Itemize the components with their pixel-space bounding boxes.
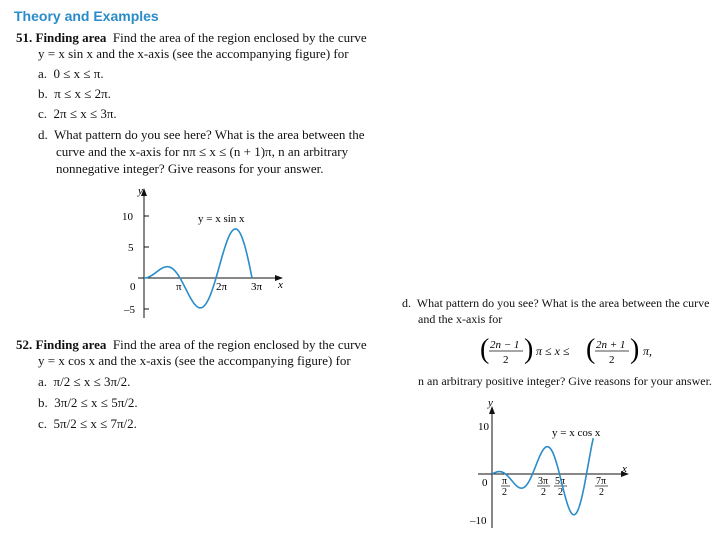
part-text: 0 ≤ x ≤ π. — [53, 66, 104, 81]
tick-label-2pi: 2π — [216, 281, 228, 293]
tick-label-pi-over-2 — [501, 476, 510, 498]
svg-text:2: 2 — [541, 487, 546, 498]
part-b — [38, 395, 138, 411]
paren-open: ( — [480, 334, 490, 365]
tick-label-neg5: –5 — [124, 304, 135, 316]
svg-text:π: π — [502, 476, 508, 487]
part-label: a. — [38, 374, 48, 389]
part-text: π/2 ≤ x ≤ 3π/2. — [53, 374, 131, 389]
part-d-line2: and the x-axis for — [418, 312, 503, 326]
problem-title: Finding area — [35, 337, 107, 352]
part-label: b. — [38, 86, 48, 101]
part-text: 2π ≤ x ≤ 3π. — [53, 106, 117, 121]
problem-title: Finding area — [35, 30, 107, 45]
tick-label-5: 5 — [128, 242, 134, 254]
svg-text:7π: 7π — [596, 476, 607, 487]
problem-text: Find the area of the region enclosed by the curve — [112, 30, 367, 45]
problem-text-line2: y = x sin x and the x-axis (see the accompanying figure) for — [38, 46, 349, 61]
part-text: What pattern do you see? What is the area between the curve — [416, 296, 710, 310]
part-a — [38, 374, 130, 390]
figure-51 — [110, 182, 290, 322]
part-d-line2: curve and the x-axis for nπ ≤ x ≤ (n + 1)π, n an arbitrary — [56, 144, 349, 159]
figure-52 — [462, 396, 642, 536]
tick-label-10: 10 — [478, 421, 489, 433]
part-text: What pattern do you see here? What is the area between the — [54, 127, 365, 142]
part-text: π ≤ x ≤ 2π. — [54, 86, 111, 101]
part-label: a. — [38, 66, 48, 81]
problem-number: 51. — [16, 30, 33, 45]
part-c — [38, 106, 117, 122]
tick-label-neg10: –10 — [470, 515, 487, 527]
y-axis-label: y — [138, 185, 143, 197]
y-axis-label: y — [488, 397, 493, 409]
tick-label-7pi-over-2 — [595, 476, 608, 498]
svg-text:5π: 5π — [555, 476, 566, 487]
right-denominator: 2 — [609, 354, 615, 366]
x-axis-label: x — [278, 279, 283, 291]
left-numerator: 2n − 1 — [490, 339, 520, 351]
svg-text:2: 2 — [599, 487, 604, 498]
inequality-end: π, — [643, 344, 653, 358]
paren-open: ( — [586, 334, 596, 365]
tick-label-3pi: 3π — [251, 281, 263, 293]
section-heading: Theory and Examples — [14, 8, 159, 24]
left-denominator: 2 — [503, 354, 509, 366]
problem-52-intro — [16, 337, 367, 353]
tick-label-0: 0 — [482, 477, 488, 489]
tick-label-0: 0 — [130, 281, 136, 293]
tick-label-10: 10 — [122, 211, 133, 223]
problem-51-intro — [16, 30, 367, 46]
tick-label-3pi-over-2 — [537, 476, 550, 498]
curve-label: y = x cos x — [552, 427, 601, 439]
part-c — [38, 416, 137, 432]
tick-label-pi: π — [176, 281, 182, 293]
part-label: b. — [38, 395, 48, 410]
paren-close: ) — [630, 334, 640, 365]
part-label: c. — [38, 416, 48, 431]
paren-close: ) — [524, 334, 534, 365]
part-label: c. — [38, 106, 48, 121]
part-d-line3: nonnegative integer? Give reasons for your answer. — [56, 161, 324, 176]
part-d-line3: n an arbitrary positive integer? Give reasons for your answer. — [418, 374, 712, 388]
part-label: d. — [402, 296, 411, 310]
part-d — [402, 296, 709, 311]
part-b — [38, 86, 111, 102]
right-numerator: 2n + 1 — [596, 339, 626, 351]
problem-text-line2: y = x cos x and the x-axis (see the accompanying figure) for — [38, 353, 351, 368]
part-label: d. — [38, 127, 48, 142]
curve-x-sin-x — [144, 229, 252, 308]
problem-text: Find the area of the region enclosed by the curve — [112, 337, 367, 352]
svg-text:2: 2 — [558, 487, 563, 498]
inequality — [478, 332, 668, 368]
inequality-middle: π ≤ x ≤ — [536, 344, 570, 358]
part-a — [38, 66, 104, 82]
svg-text:2: 2 — [502, 487, 507, 498]
svg-text:3π: 3π — [538, 476, 549, 487]
part-d — [38, 127, 365, 143]
part-text: 3π/2 ≤ x ≤ 5π/2. — [54, 395, 138, 410]
part-text: 5π/2 ≤ x ≤ 7π/2. — [53, 416, 137, 431]
problem-number: 52. — [16, 337, 33, 352]
x-axis-label: x — [622, 463, 627, 475]
curve-label: y = x sin x — [198, 213, 245, 225]
